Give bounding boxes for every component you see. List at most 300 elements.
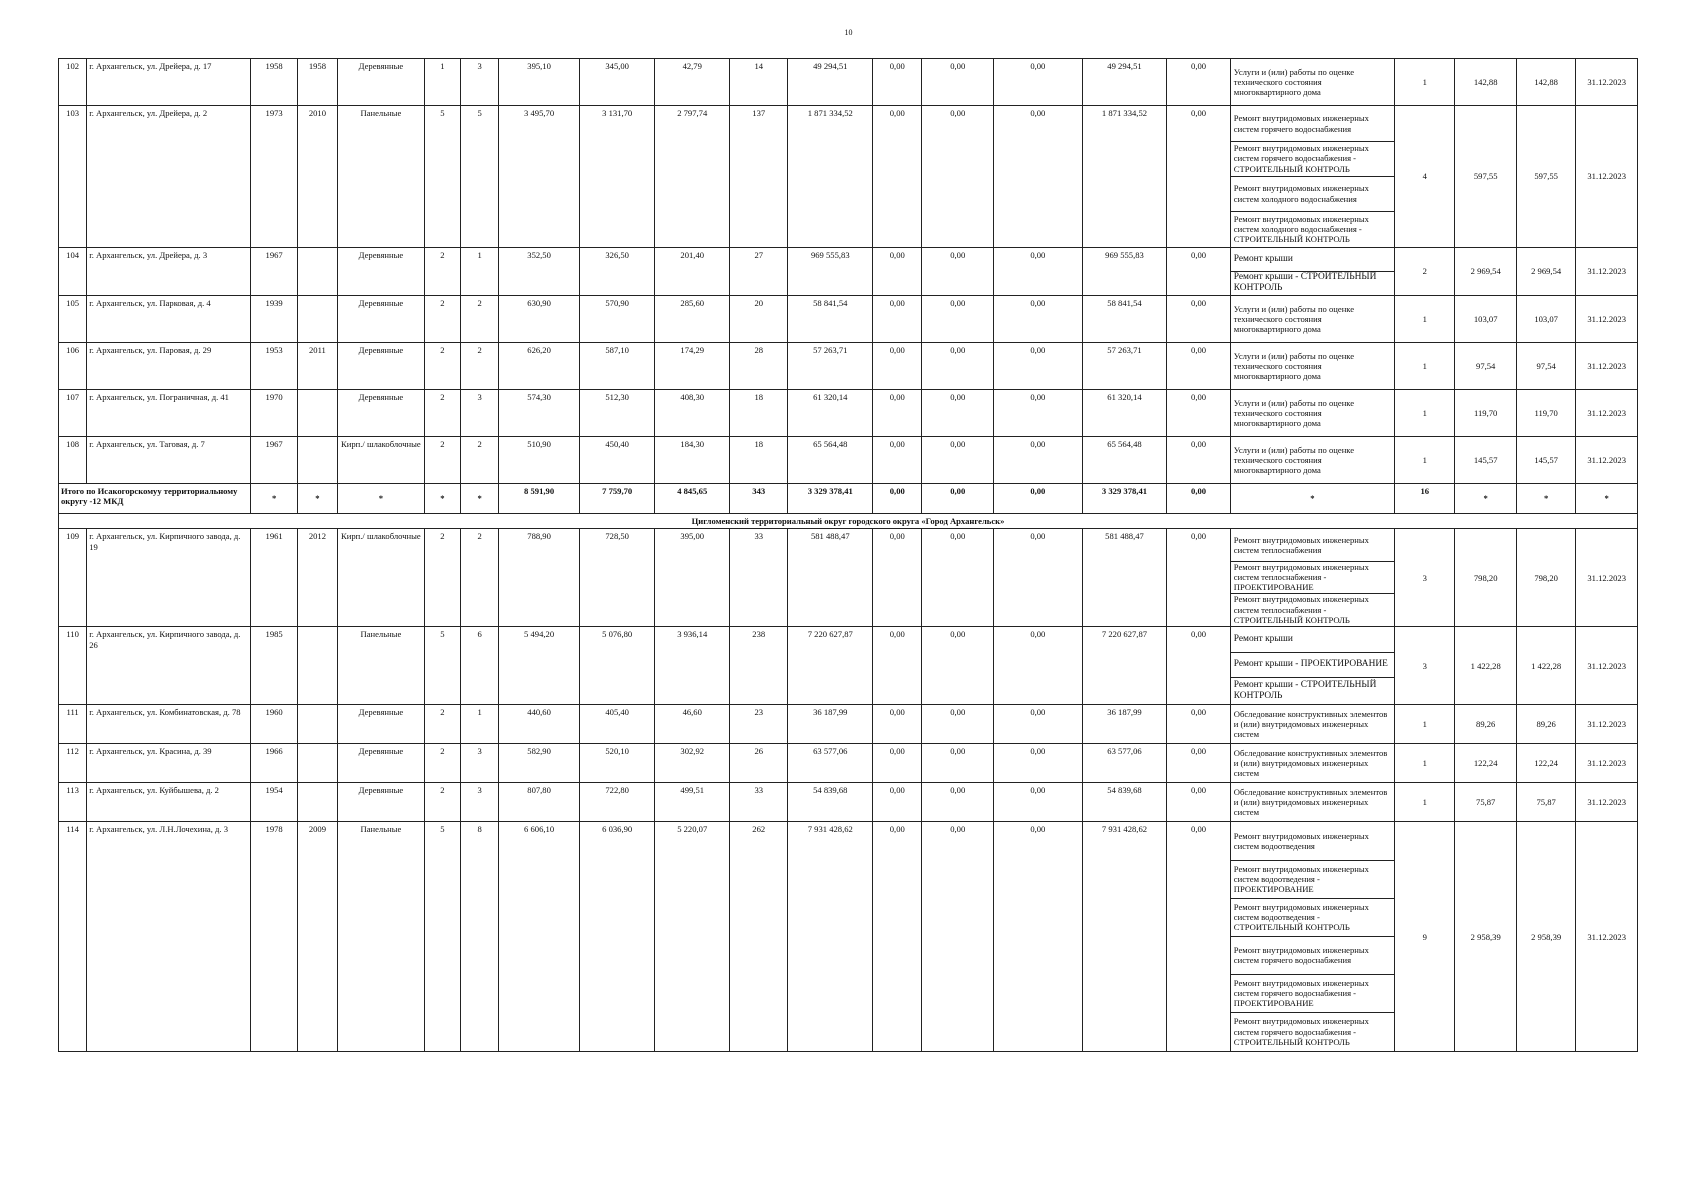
cell-area-total: 788,90 xyxy=(499,529,580,627)
cell-count: 3 xyxy=(1395,627,1455,705)
cell-residents: 26 xyxy=(730,744,788,783)
cell-f3: 0,00 xyxy=(994,627,1083,705)
cell-sp2: 1 422,28 xyxy=(1516,627,1575,705)
cell-sp1: 2 969,54 xyxy=(1455,248,1516,296)
cell-material: Кирп./ шлакоблочные xyxy=(338,437,425,484)
total-f3: 0,00 xyxy=(994,484,1083,514)
cell-f3: 0,00 xyxy=(994,248,1083,296)
cell-f3: 0,00 xyxy=(994,744,1083,783)
cell-material: Деревянные xyxy=(338,783,425,822)
cell-f1: 0,00 xyxy=(873,822,922,1052)
cell-area-total: 574,30 xyxy=(499,390,580,437)
cell-area-res: 174,29 xyxy=(655,343,730,390)
cell-f5: 0,00 xyxy=(1167,390,1230,437)
cell-floors: 2 xyxy=(424,437,460,484)
cell-floors: 5 xyxy=(424,822,460,1052)
cell-f2: 0,00 xyxy=(922,248,994,296)
cell-area-total: 440,60 xyxy=(499,705,580,744)
cell-sp2: 103,07 xyxy=(1516,296,1575,343)
cell-no: 110 xyxy=(59,627,87,705)
cell-sp1: 122,24 xyxy=(1455,744,1516,783)
cell-cost-total: 7 931 428,62 xyxy=(788,822,873,1052)
table-row xyxy=(59,705,1638,744)
cell-count: 1 xyxy=(1395,437,1455,484)
cell-sp1: 75,87 xyxy=(1455,783,1516,822)
cell-no: 104 xyxy=(59,248,87,296)
cell-count: 1 xyxy=(1395,343,1455,390)
cell-address: г. Архангельск, ул. Пограничная, д. 41 xyxy=(87,390,251,437)
cell-area-total: 626,20 xyxy=(499,343,580,390)
cell-renov: 2010 xyxy=(297,106,337,248)
work-item: Ремонт внутридомовых инженерных систем горячего водоснабжения xyxy=(1231,937,1394,975)
cell-date: 31.12.2023 xyxy=(1576,296,1638,343)
cell-address: г. Архангельск, ул. Дрейера, д. 3 xyxy=(87,248,251,296)
cell-count: 1 xyxy=(1395,390,1455,437)
cell-material: Деревянные xyxy=(338,390,425,437)
page-bottom-margin xyxy=(0,1133,1697,1200)
cell-date: 31.12.2023 xyxy=(1576,343,1638,390)
table-row xyxy=(59,248,1638,296)
cell-works xyxy=(1230,783,1394,822)
cell-material: Деревянные xyxy=(338,705,425,744)
cell-material: Деревянные xyxy=(338,248,425,296)
cell-area-total: 6 606,10 xyxy=(499,822,580,1052)
work-item: Обследование конструктивных элементов и (или) внутридомовых инженерных систем xyxy=(1233,708,1388,740)
cell-count: 1 xyxy=(1395,783,1455,822)
cell-area-living: 587,10 xyxy=(579,343,655,390)
cell-f2: 0,00 xyxy=(922,744,994,783)
cell-no: 109 xyxy=(59,529,87,627)
cell-area-living: 405,40 xyxy=(579,705,655,744)
cell-area-living: 512,30 xyxy=(579,390,655,437)
cell-built: 1961 xyxy=(251,529,297,627)
cell-area-res: 3 936,14 xyxy=(655,627,730,705)
cell-sp2: 119,70 xyxy=(1516,390,1575,437)
work-item: Ремонт внутридомовых инженерных систем теплоснабжения - ПРОЕКТИРОВАНИЕ xyxy=(1231,562,1394,594)
cell-built: 1958 xyxy=(251,59,297,106)
cell-address: г. Архангельск, ул. Таговая, д. 7 xyxy=(87,437,251,484)
work-item: Ремонт внутридомовых инженерных систем горячего водоснабжения xyxy=(1231,107,1394,142)
section-title: Цигломенский территориальный округ городского округа «Город Архангельск» xyxy=(59,514,1638,529)
cell-f3: 0,00 xyxy=(994,59,1083,106)
cell-renov xyxy=(297,437,337,484)
cell-f2: 0,00 xyxy=(922,343,994,390)
work-item: Ремонт внутридомовых инженерных систем теплоснабжения - СТРОИТЕЛЬНЫЙ КОНТРОЛЬ xyxy=(1233,594,1369,625)
cell-f3: 0,00 xyxy=(994,437,1083,484)
total-star: * xyxy=(424,484,460,514)
cell-floors: 5 xyxy=(424,627,460,705)
cell-sp1: 145,57 xyxy=(1455,437,1516,484)
cell-count: 3 xyxy=(1395,529,1455,627)
cell-entr: 1 xyxy=(461,248,499,296)
cell-built: 1985 xyxy=(251,627,297,705)
cell-area-total: 395,10 xyxy=(499,59,580,106)
cell-date: 31.12.2023 xyxy=(1576,390,1638,437)
cell-sp1: 2 958,39 xyxy=(1455,822,1516,1052)
work-item: Ремонт внутридомовых инженерных систем теплоснабжения xyxy=(1231,530,1394,562)
cell-entr: 3 xyxy=(461,390,499,437)
cell-area-res: 184,30 xyxy=(655,437,730,484)
cell-renov: 2011 xyxy=(297,343,337,390)
cell-area-res: 2 797,74 xyxy=(655,106,730,248)
table-row xyxy=(59,783,1638,822)
cell-area-res: 499,51 xyxy=(655,783,730,822)
cell-no: 106 xyxy=(59,343,87,390)
table-row xyxy=(59,390,1638,437)
cell-count: 2 xyxy=(1395,248,1455,296)
total-area-total: 8 591,90 xyxy=(499,484,580,514)
cell-cost-total: 58 841,54 xyxy=(788,296,873,343)
cell-renov: 2012 xyxy=(297,529,337,627)
cell-area-living: 570,90 xyxy=(579,296,655,343)
total-cost-own: 3 329 378,41 xyxy=(1082,484,1167,514)
cell-sp2: 89,26 xyxy=(1516,705,1575,744)
total-label: Итого по Исакогорскомуу территориальному округу -12 МКД xyxy=(59,484,251,514)
cell-sp1: 798,20 xyxy=(1455,529,1516,627)
cell-material: Деревянные xyxy=(338,343,425,390)
cell-count: 9 xyxy=(1395,822,1455,1052)
cell-entr: 6 xyxy=(461,627,499,705)
cell-sp2: 2 969,54 xyxy=(1516,248,1575,296)
table-row xyxy=(59,59,1638,106)
cell-cost-total: 54 839,68 xyxy=(788,783,873,822)
cell-works xyxy=(1230,59,1394,106)
cell-cost-own: 63 577,06 xyxy=(1082,744,1167,783)
work-item: Ремонт внутридомовых инженерных систем горячего водоснабжения - СТРОИТЕЛЬНЫЙ КОНТРОЛЬ xyxy=(1233,1016,1369,1047)
cell-f3: 0,00 xyxy=(994,390,1083,437)
total-star: * xyxy=(1516,484,1575,514)
cell-date: 31.12.2023 xyxy=(1576,744,1638,783)
cell-renov xyxy=(297,783,337,822)
work-item: Услуги и (или) работы по оценке технического состояния многоквартирного дома xyxy=(1233,303,1355,335)
cell-f1: 0,00 xyxy=(873,437,922,484)
cell-floors: 2 xyxy=(424,705,460,744)
cell-works xyxy=(1230,343,1394,390)
cell-date: 31.12.2023 xyxy=(1576,248,1638,296)
cell-entr: 8 xyxy=(461,822,499,1052)
cell-date: 31.12.2023 xyxy=(1576,705,1638,744)
cell-works xyxy=(1230,627,1394,705)
cell-floors: 2 xyxy=(424,529,460,627)
cell-area-res: 408,30 xyxy=(655,390,730,437)
work-item: Ремонт внутридомовых инженерных систем горячего водоснабжения - ПРОЕКТИРОВАНИЕ xyxy=(1231,975,1394,1013)
total-f1: 0,00 xyxy=(873,484,922,514)
cell-entr: 2 xyxy=(461,343,499,390)
cell-sp2: 97,54 xyxy=(1516,343,1575,390)
total-star: * xyxy=(1230,484,1394,514)
cell-renov xyxy=(297,390,337,437)
cell-date: 31.12.2023 xyxy=(1576,529,1638,627)
cell-f5: 0,00 xyxy=(1167,437,1230,484)
cell-area-total: 510,90 xyxy=(499,437,580,484)
cell-f2: 0,00 xyxy=(922,106,994,248)
work-item: Ремонт крыши - СТРОИТЕЛЬНЫЙ КОНТРОЛЬ xyxy=(1233,679,1377,701)
table-row xyxy=(59,529,1638,627)
cell-entr: 2 xyxy=(461,296,499,343)
cell-address: г. Архангельск, ул. Л.Н.Лочехина, д. 3 xyxy=(87,822,251,1052)
cell-sp2: 145,57 xyxy=(1516,437,1575,484)
cell-f5: 0,00 xyxy=(1167,529,1230,627)
cell-f5: 0,00 xyxy=(1167,248,1230,296)
cell-f2: 0,00 xyxy=(922,437,994,484)
cell-entr: 5 xyxy=(461,106,499,248)
cell-material: Кирп./ шлакоблочные xyxy=(338,529,425,627)
cell-area-living: 728,50 xyxy=(579,529,655,627)
work-item: Ремонт внутридомовых инженерных систем водоотведения - СТРОИТЕЛЬНЫЙ КОНТРОЛЬ xyxy=(1231,899,1394,937)
total-star: * xyxy=(297,484,337,514)
cell-f5: 0,00 xyxy=(1167,106,1230,248)
cell-renov: 2009 xyxy=(297,822,337,1052)
cell-f5: 0,00 xyxy=(1167,783,1230,822)
cell-area-living: 345,00 xyxy=(579,59,655,106)
cell-cost-own: 49 294,51 xyxy=(1082,59,1167,106)
cell-residents: 33 xyxy=(730,783,788,822)
cell-no: 111 xyxy=(59,705,87,744)
cell-sp1: 89,26 xyxy=(1455,705,1516,744)
cell-count: 4 xyxy=(1395,106,1455,248)
cell-residents: 28 xyxy=(730,343,788,390)
cell-sp2: 75,87 xyxy=(1516,783,1575,822)
total-row xyxy=(59,484,1638,514)
cell-built: 1953 xyxy=(251,343,297,390)
total-area-living: 7 759,70 xyxy=(579,484,655,514)
cell-f5: 0,00 xyxy=(1167,296,1230,343)
cell-built: 1967 xyxy=(251,248,297,296)
cell-f3: 0,00 xyxy=(994,343,1083,390)
cell-cost-total: 969 555,83 xyxy=(788,248,873,296)
cell-f1: 0,00 xyxy=(873,744,922,783)
cell-address: г. Архангельск, ул. Дрейера, д. 17 xyxy=(87,59,251,106)
cell-count: 1 xyxy=(1395,296,1455,343)
cell-date: 31.12.2023 xyxy=(1576,783,1638,822)
cell-count: 1 xyxy=(1395,744,1455,783)
table-row xyxy=(59,437,1638,484)
cell-sp1: 1 422,28 xyxy=(1455,627,1516,705)
cell-cost-own: 58 841,54 xyxy=(1082,296,1167,343)
cell-address: г. Архангельск, ул. Красина, д. 39 xyxy=(87,744,251,783)
cell-cost-total: 1 871 334,52 xyxy=(788,106,873,248)
cell-address: г. Архангельск, ул. Дрейера, д. 2 xyxy=(87,106,251,248)
cell-area-total: 630,90 xyxy=(499,296,580,343)
work-item: Обследование конструктивных элементов и (или) внутридомовых инженерных систем xyxy=(1233,786,1388,818)
cell-works xyxy=(1230,822,1394,1052)
table-row xyxy=(59,822,1638,1052)
cell-works xyxy=(1230,106,1394,248)
cell-f3: 0,00 xyxy=(994,783,1083,822)
cell-cost-total: 65 564,48 xyxy=(788,437,873,484)
cell-area-res: 395,00 xyxy=(655,529,730,627)
total-f5: 0,00 xyxy=(1167,484,1230,514)
work-item: Ремонт внутридомовых инженерных систем холодного водоснабжения - СТРОИТЕЛЬНЫЙ КОНТРОЛЬ xyxy=(1233,213,1369,245)
cell-f2: 0,00 xyxy=(922,529,994,627)
cell-cost-own: 1 871 334,52 xyxy=(1082,106,1167,248)
cell-floors: 2 xyxy=(424,744,460,783)
cell-entr: 2 xyxy=(461,437,499,484)
cell-f2: 0,00 xyxy=(922,296,994,343)
cell-floors: 2 xyxy=(424,343,460,390)
cell-renov xyxy=(297,744,337,783)
cell-f1: 0,00 xyxy=(873,783,922,822)
cell-no: 108 xyxy=(59,437,87,484)
cell-address: г. Архангельск, ул. Комбинатовская, д. 78 xyxy=(87,705,251,744)
cell-residents: 33 xyxy=(730,529,788,627)
cell-no: 114 xyxy=(59,822,87,1052)
cell-f1: 0,00 xyxy=(873,59,922,106)
cell-built: 1970 xyxy=(251,390,297,437)
cell-f5: 0,00 xyxy=(1167,822,1230,1052)
cell-area-living: 6 036,90 xyxy=(579,822,655,1052)
cell-residents: 18 xyxy=(730,390,788,437)
cell-sp1: 142,88 xyxy=(1455,59,1516,106)
cell-no: 113 xyxy=(59,783,87,822)
cell-built: 1978 xyxy=(251,822,297,1052)
total-star: * xyxy=(1576,484,1638,514)
cell-date: 31.12.2023 xyxy=(1576,627,1638,705)
table-row xyxy=(59,627,1638,705)
cell-no: 103 xyxy=(59,106,87,248)
cell-cost-own: 61 320,14 xyxy=(1082,390,1167,437)
work-item: Услуги и (или) работы по оценке технического состояния многоквартирного дома xyxy=(1233,397,1355,429)
cell-cost-own: 7 220 627,87 xyxy=(1082,627,1167,705)
cell-sp1: 97,54 xyxy=(1455,343,1516,390)
cell-material: Деревянные xyxy=(338,744,425,783)
cell-f1: 0,00 xyxy=(873,529,922,627)
cell-works xyxy=(1230,390,1394,437)
work-item: Ремонт крыши - СТРОИТЕЛЬНЫЙ КОНТРОЛЬ xyxy=(1233,271,1377,293)
total-star: * xyxy=(251,484,297,514)
cell-area-total: 3 495,70 xyxy=(499,106,580,248)
cell-f3: 0,00 xyxy=(994,822,1083,1052)
cell-cost-own: 36 187,99 xyxy=(1082,705,1167,744)
cell-area-total: 582,90 xyxy=(499,744,580,783)
total-star: * xyxy=(1455,484,1516,514)
total-count: 16 xyxy=(1395,484,1455,514)
cell-date: 31.12.2023 xyxy=(1576,106,1638,248)
table-row xyxy=(59,744,1638,783)
cell-floors: 2 xyxy=(424,248,460,296)
total-f2: 0,00 xyxy=(922,484,994,514)
cell-area-living: 520,10 xyxy=(579,744,655,783)
total-cost-total: 3 329 378,41 xyxy=(788,484,873,514)
cell-f5: 0,00 xyxy=(1167,343,1230,390)
cell-cost-total: 7 220 627,87 xyxy=(788,627,873,705)
work-item: Ремонт крыши xyxy=(1231,628,1394,653)
cell-built: 1960 xyxy=(251,705,297,744)
cell-renov xyxy=(297,627,337,705)
cell-f1: 0,00 xyxy=(873,343,922,390)
cell-material: Деревянные xyxy=(338,59,425,106)
cell-f1: 0,00 xyxy=(873,296,922,343)
cell-floors: 2 xyxy=(424,390,460,437)
work-item: Ремонт внутридомовых инженерных систем холодного водоснабжения xyxy=(1231,177,1394,212)
cell-area-living: 3 131,70 xyxy=(579,106,655,248)
cell-works xyxy=(1230,744,1394,783)
cell-area-living: 722,80 xyxy=(579,783,655,822)
cell-f5: 0,00 xyxy=(1167,59,1230,106)
cell-renov xyxy=(297,296,337,343)
cell-renov xyxy=(297,248,337,296)
cell-f1: 0,00 xyxy=(873,705,922,744)
cell-residents: 27 xyxy=(730,248,788,296)
cell-area-total: 5 494,20 xyxy=(499,627,580,705)
total-residents: 343 xyxy=(730,484,788,514)
cell-no: 105 xyxy=(59,296,87,343)
cell-f2: 0,00 xyxy=(922,390,994,437)
cell-sp2: 798,20 xyxy=(1516,529,1575,627)
cell-residents: 238 xyxy=(730,627,788,705)
cell-cost-total: 49 294,51 xyxy=(788,59,873,106)
cell-works xyxy=(1230,529,1394,627)
cell-f3: 0,00 xyxy=(994,296,1083,343)
cell-area-living: 5 076,80 xyxy=(579,627,655,705)
cell-entr: 3 xyxy=(461,783,499,822)
cell-floors: 2 xyxy=(424,783,460,822)
cell-residents: 137 xyxy=(730,106,788,248)
cell-cost-total: 581 488,47 xyxy=(788,529,873,627)
cell-f2: 0,00 xyxy=(922,705,994,744)
cell-area-living: 450,40 xyxy=(579,437,655,484)
cell-entr: 3 xyxy=(461,59,499,106)
cell-date: 31.12.2023 xyxy=(1576,59,1638,106)
cell-f5: 0,00 xyxy=(1167,705,1230,744)
cell-address: г. Архангельск, ул. Кирпичного завода, д. 19 xyxy=(87,529,251,627)
cell-cost-total: 57 263,71 xyxy=(788,343,873,390)
cell-count: 1 xyxy=(1395,59,1455,106)
cell-material: Панельные xyxy=(338,627,425,705)
cell-built: 1966 xyxy=(251,744,297,783)
cell-cost-total: 36 187,99 xyxy=(788,705,873,744)
cell-built: 1939 xyxy=(251,296,297,343)
cell-f2: 0,00 xyxy=(922,783,994,822)
cell-renov: 1958 xyxy=(297,59,337,106)
cell-sp2: 2 958,39 xyxy=(1516,822,1575,1052)
cell-f1: 0,00 xyxy=(873,248,922,296)
work-item: Ремонт крыши xyxy=(1231,249,1394,272)
cell-entr: 1 xyxy=(461,705,499,744)
work-item: Ремонт крыши - ПРОЕКТИРОВАНИЕ xyxy=(1231,653,1394,678)
cell-works xyxy=(1230,437,1394,484)
work-item: Ремонт внутридомовых инженерных систем горячего водоснабжения - СТРОИТЕЛЬНЫЙ КОНТРОЛЬ xyxy=(1231,142,1394,177)
cell-cost-total: 63 577,06 xyxy=(788,744,873,783)
work-item: Ремонт внутридомовых инженерных систем водоотведения xyxy=(1231,823,1394,861)
cell-cost-own: 54 839,68 xyxy=(1082,783,1167,822)
cell-cost-total: 61 320,14 xyxy=(788,390,873,437)
cell-works xyxy=(1230,296,1394,343)
cell-area-res: 5 220,07 xyxy=(655,822,730,1052)
cell-sp2: 122,24 xyxy=(1516,744,1575,783)
work-item: Ремонт внутридомовых инженерных систем водоотведения - ПРОЕКТИРОВАНИЕ xyxy=(1231,861,1394,899)
cell-cost-own: 65 564,48 xyxy=(1082,437,1167,484)
total-star: * xyxy=(338,484,425,514)
cell-cost-own: 581 488,47 xyxy=(1082,529,1167,627)
cell-material: Панельные xyxy=(338,106,425,248)
cell-no: 107 xyxy=(59,390,87,437)
cell-built: 1954 xyxy=(251,783,297,822)
table-row xyxy=(59,343,1638,390)
cell-f1: 0,00 xyxy=(873,390,922,437)
cell-f3: 0,00 xyxy=(994,529,1083,627)
cell-cost-own: 7 931 428,62 xyxy=(1082,822,1167,1052)
cell-address: г. Архангельск, ул. Кирпичного завода, д. 26 xyxy=(87,627,251,705)
cell-sp2: 597,55 xyxy=(1516,106,1575,248)
cell-works xyxy=(1230,248,1394,296)
cell-area-total: 807,80 xyxy=(499,783,580,822)
total-area-res: 4 845,65 xyxy=(655,484,730,514)
work-item: Услуги и (или) работы по оценке технического состояния многоквартирного дома xyxy=(1233,66,1355,98)
cell-built: 1973 xyxy=(251,106,297,248)
cell-area-res: 46,60 xyxy=(655,705,730,744)
repair-program-table xyxy=(58,58,1638,1052)
